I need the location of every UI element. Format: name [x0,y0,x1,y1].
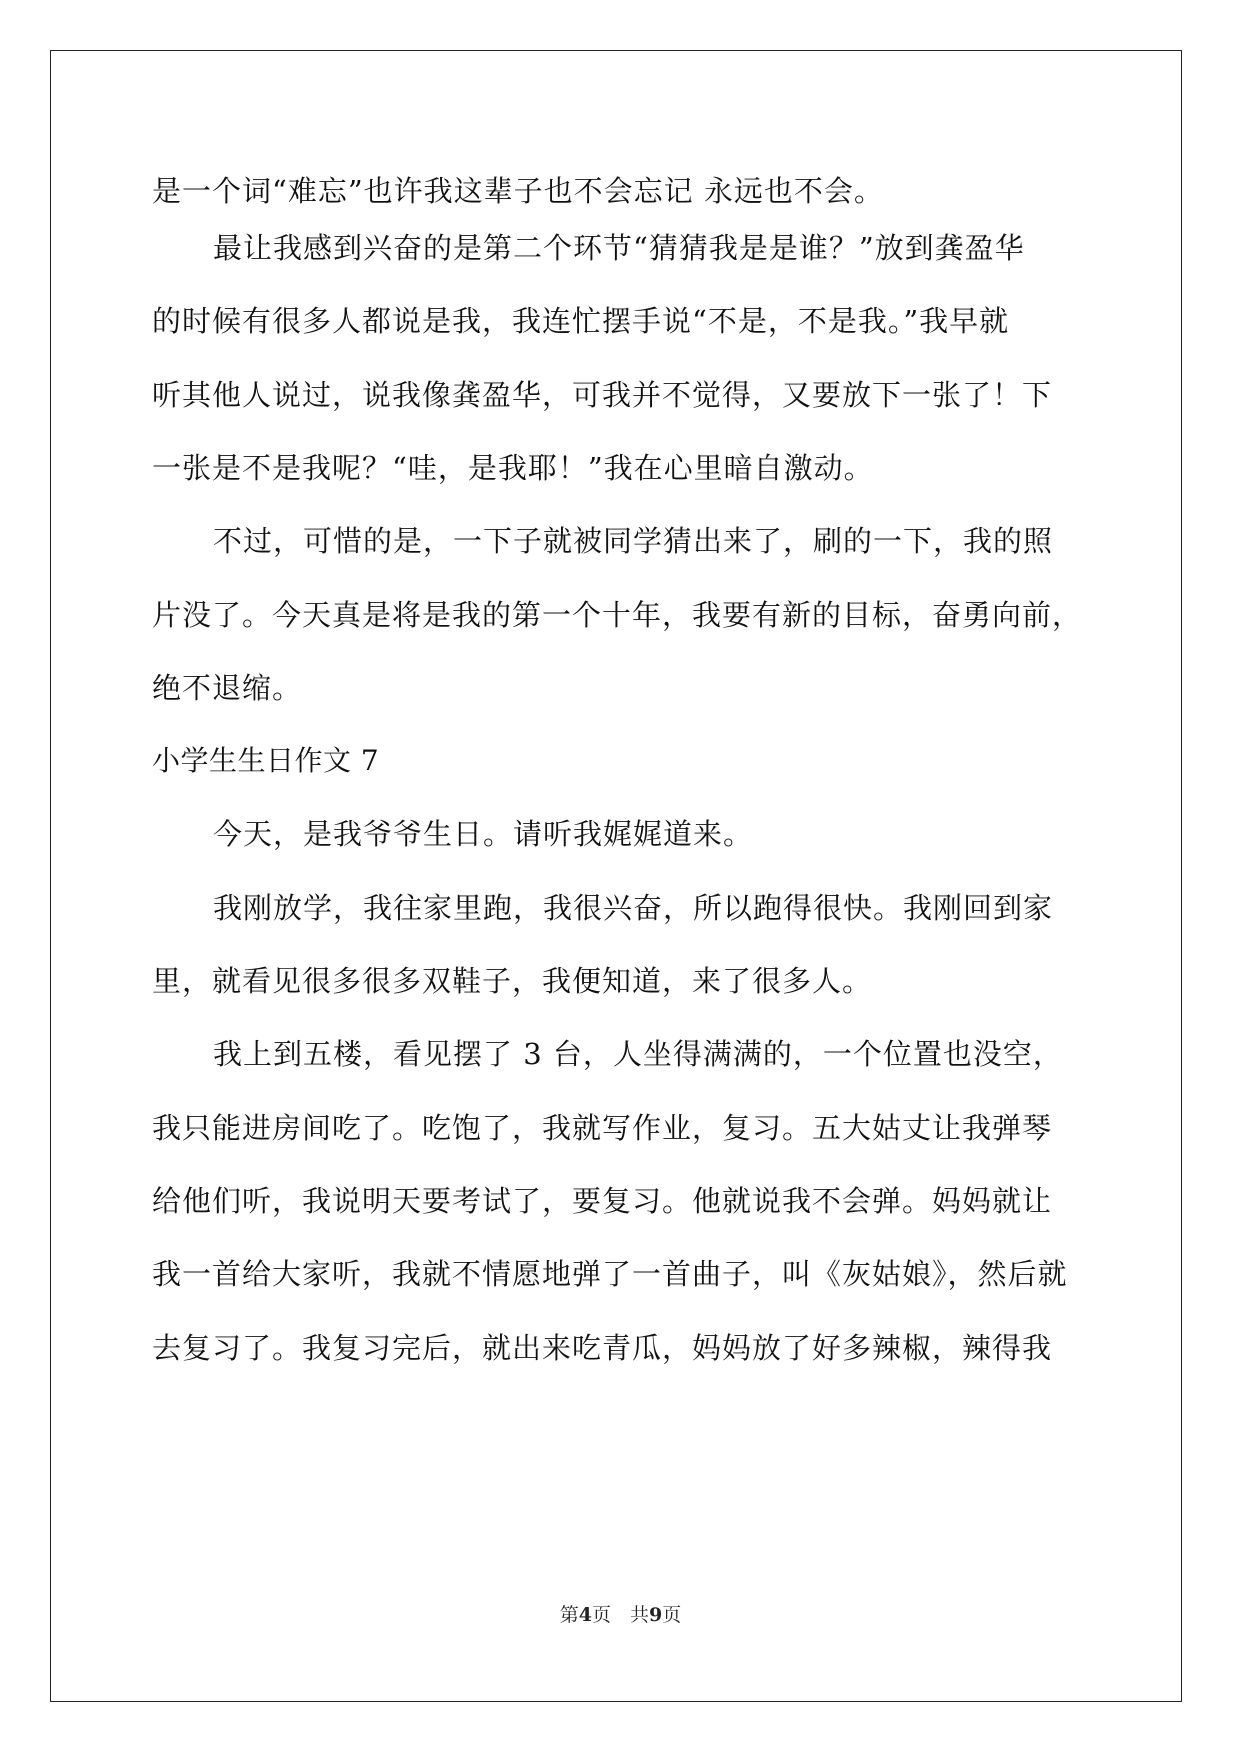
text-line: 我只能进房间吃了。吃饱了，我就写作业，复习。五大姑丈让我弹琴 [152,1111,1053,1145]
text-line: 去复习了。我复习完后，就出来吃青瓜，妈妈放了好多辣椒，辣得我 [152,1331,1053,1365]
footer-suffix: 页 [662,1604,682,1626]
page-border [50,50,1182,1702]
text-line: 片没了。今天真是将是我的第一个十年，我要有新的目标，奋勇向前， [152,598,1083,632]
text-line: 今天，是我爷爷生日。请听我娓娓道来。 [213,817,754,851]
text-line: 给他们听，我说明天要考试了，要复习。他就说我不会弹。妈妈就让 [152,1184,1053,1218]
text-line: 一张是不是我呢？“哇，是我耶！”我在心里暗自激动。 [152,451,874,485]
text-line: 里，就看见很多很多双鞋子，我便知道，来了很多人。 [152,964,873,998]
text-line: 是一个词“难忘”也许我这辈子也不会忘记 永远也不会。 [152,174,884,208]
text-line: 我上到五楼，看见摆了 3 台，人坐得满满的，一个位置也没空， [213,1037,1063,1071]
total-page-number: 9 [649,1604,663,1626]
text-line: 绝不退缩。 [152,671,303,705]
text-line: 我刚放学，我往家里跑，我很兴奋，所以跑得很快。我刚回到家 [213,891,1054,925]
text-line: 最让我感到兴奋的是第二个环节“猜猜我是是谁？”放到龚盈华 [213,231,1025,265]
text-line: 不过，可惜的是，一下子就被同学猜出来了，刷的一下，我的照 [213,524,1054,558]
page-footer [0,1603,1241,1627]
current-page-number: 4 [578,1604,592,1626]
footer-prefix: 第 [559,1604,579,1626]
section-heading: 小学生生日作文 7 [152,744,380,777]
text-line: 我一首给大家听，我就不情愿地弹了一首曲子，叫《灰姑娘》，然后就 [152,1257,1068,1291]
text-line: 的时候有很多人都说是我，我连忙摆手说“不是，不是我。”我早就 [152,304,1010,338]
footer-middle: 页 共 [591,1604,649,1626]
text-line: 听其他人说过，说我像龚盈华，可我并不觉得，又要放下一张了！下 [152,378,1053,412]
